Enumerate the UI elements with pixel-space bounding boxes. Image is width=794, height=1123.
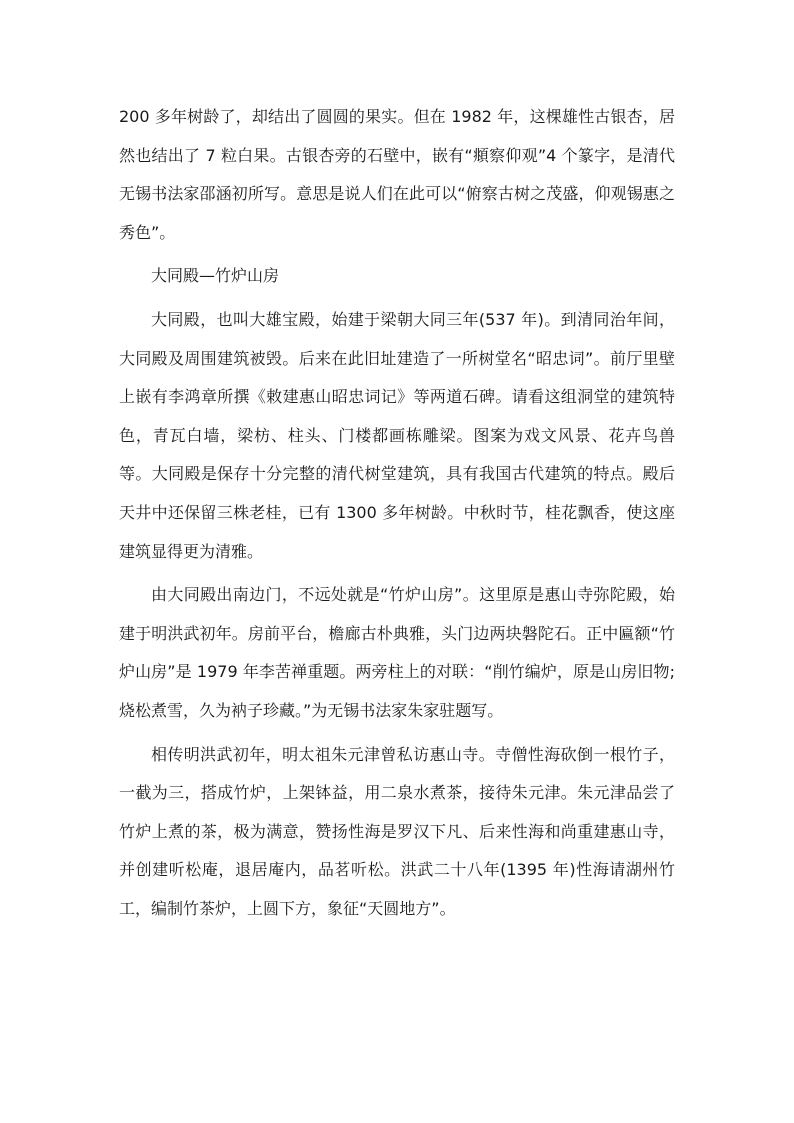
paragraph-datong-hall: 大同殿，也叫大雄宝殿，始建于梁朝大同三年(537 年)。到清同治年间，大同殿及周围建筑被毁。后来在此旧址建造了一所树堂名“昭忠词”。前厅里壁上嵌有李鸿章所撰《敕建惠山昭忠词记》等两道石碑。请看这组洞堂的建筑特色，青瓦白墙，梁枋、柱头、门楼都画栋雕梁。图案为戏文风景、花卉鸟兽等。大同殿是保存十分完整的清代树堂建筑，具有我国古代建筑的特点。殿后天井中还保留三株老桂，已有 1300 多年树龄。中秋时节，桂花飘香，使这座建筑显得更为清雅。 [119, 309, 675, 561]
document-body [119, 98, 675, 933]
paragraph-bamboo-stove-house: 由大同殿出南边门，不远处就是“竹炉山房”。这里原是惠山寺弥陀殿，始建于明洪武初年。房前平台，檐廊古朴典雅，头门边两块磐陀石。正中匾额“竹炉山房”是 1979 年李苦禅重题。两旁柱上的对联：“削竹编炉，原是山房旧物;烧松煮雪，久为衲子珍藏。”为无锡书法家朱家驻题写。 [119, 585, 675, 720]
section-heading-datong-hall: 大同殿—竹炉山房 [151, 266, 280, 286]
paragraph-legend-zhu-yuanjin: 相传明洪武初年，明太祖朱元津曾私访惠山寺。寺僧性海砍倒一根竹子，一截为三，搭成竹炉，上架钵益，用二泉水煮茶，接待朱元津。朱元津品尝了竹炉上煮的茶，极为满意，赞扬性海是罗汉下凡、后来性海和尚重建惠山寺，并创建听松庵，退居庵内，品茗听松。洪武二十八年(1395 年)性海请湖州竹工，编制竹茶炉，上圆下方，象征“天圆地方”。 [119, 744, 675, 918]
paragraph-ginkgo: 200 多年树龄了，却结出了圆圆的果实。但在 1982 年，这棵雄性古银杏，居然也结出了 7 粒白果。古银杏旁的石壁中，嵌有“頫察仰观”4 个篆字，是清代无锡书法家邵涵初所写。意思是说人们在此可以“俯察古树之茂盛，仰观锡惠之秀色”。 [119, 107, 675, 242]
